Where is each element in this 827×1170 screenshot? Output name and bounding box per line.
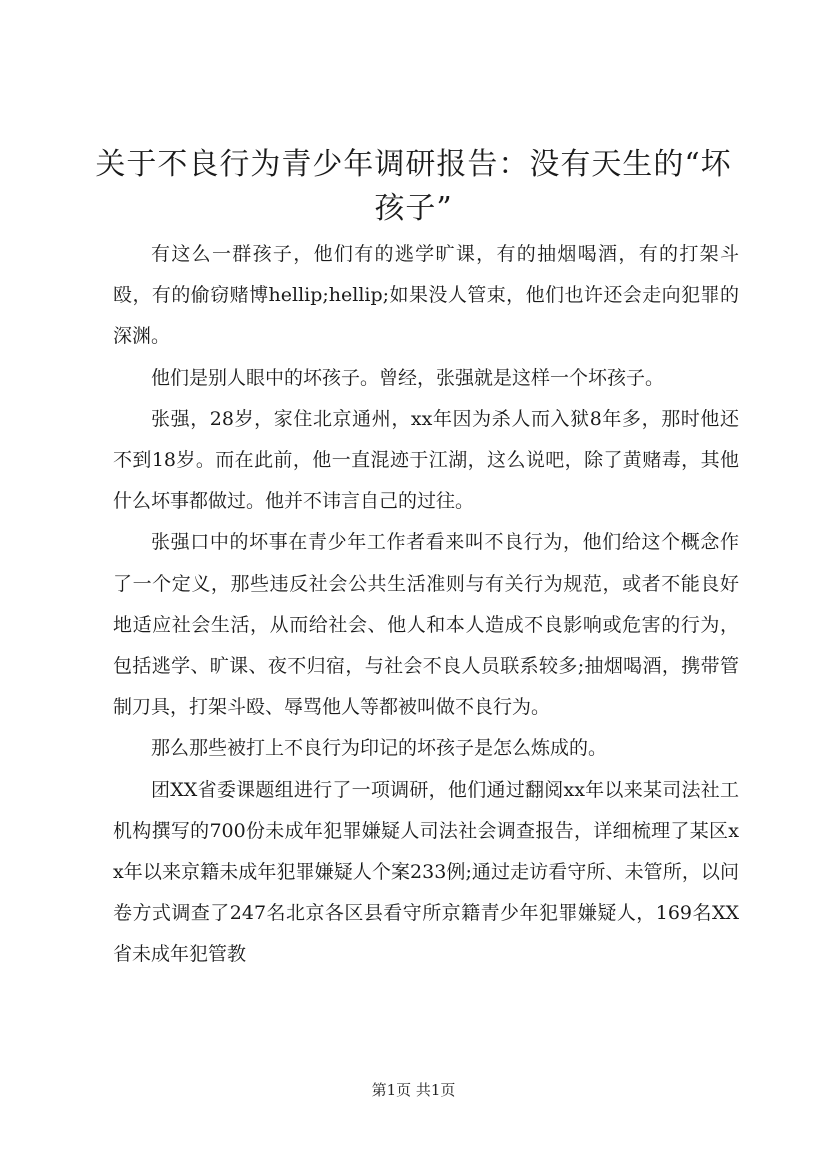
paragraph: 张强口中的坏事在青少年工作者看来叫不良行为，他们给这个概念作了一个定义，那些违反社会公共生活准则与有关行为规范，或者不能良好地适应社会生活，从而给社会、他人和本人造成不良影响或危害的行为，包括逃学、旷课、夜不归宿，与社会不良人员联系较多;抽烟喝酒，携带管制刀具，打架斗殴、辱骂他人等都被叫做不良行为。 [113,531,739,719]
page-footer: 第1页 共1页 [371,1081,456,1099]
document-title: 关于不良行为青少年调研报告：没有天生的“坏孩子” [95,147,732,226]
paragraph: 他们是别人眼中的坏孩子。曾经，张强就是这样一个坏孩子。 [151,366,665,389]
paragraph: 那么那些被打上不良行为印记的坏孩子是怎么炼成的。 [151,737,608,760]
paragraph: 有这么一群孩子，他们有的逃学旷课，有的抽烟喝酒，有的打架斗殴，有的偷窃赌博hellip;hellip;如果没人管束，他们也许还会走向犯罪的深渊。 [113,243,739,348]
document-body [113,234,739,976]
paragraph: 张强，28岁，家住北京通州，xx年因为杀人而入狱8年多，那时他还不到18岁。而在此前，他一直混迹于江湖，这么说吧，除了黄赌毒，其他什么坏事都做过。他并不讳言自己的过往。 [113,407,739,513]
paragraph: 团XX省委课题组进行了一项调研，他们通过翻阅xx年以来某司法社工机构撰写的700份未成年犯罪嫌疑人司法社会调查报告，详细梳理了某区xx年以来京籍未成年犯罪嫌疑人个案233例;通过走访看守所、未管所，以问卷方式调查了247名北京各区县看守所京籍青少年犯罪嫌疑人，169名XX省未成年犯管教 [113,778,739,966]
